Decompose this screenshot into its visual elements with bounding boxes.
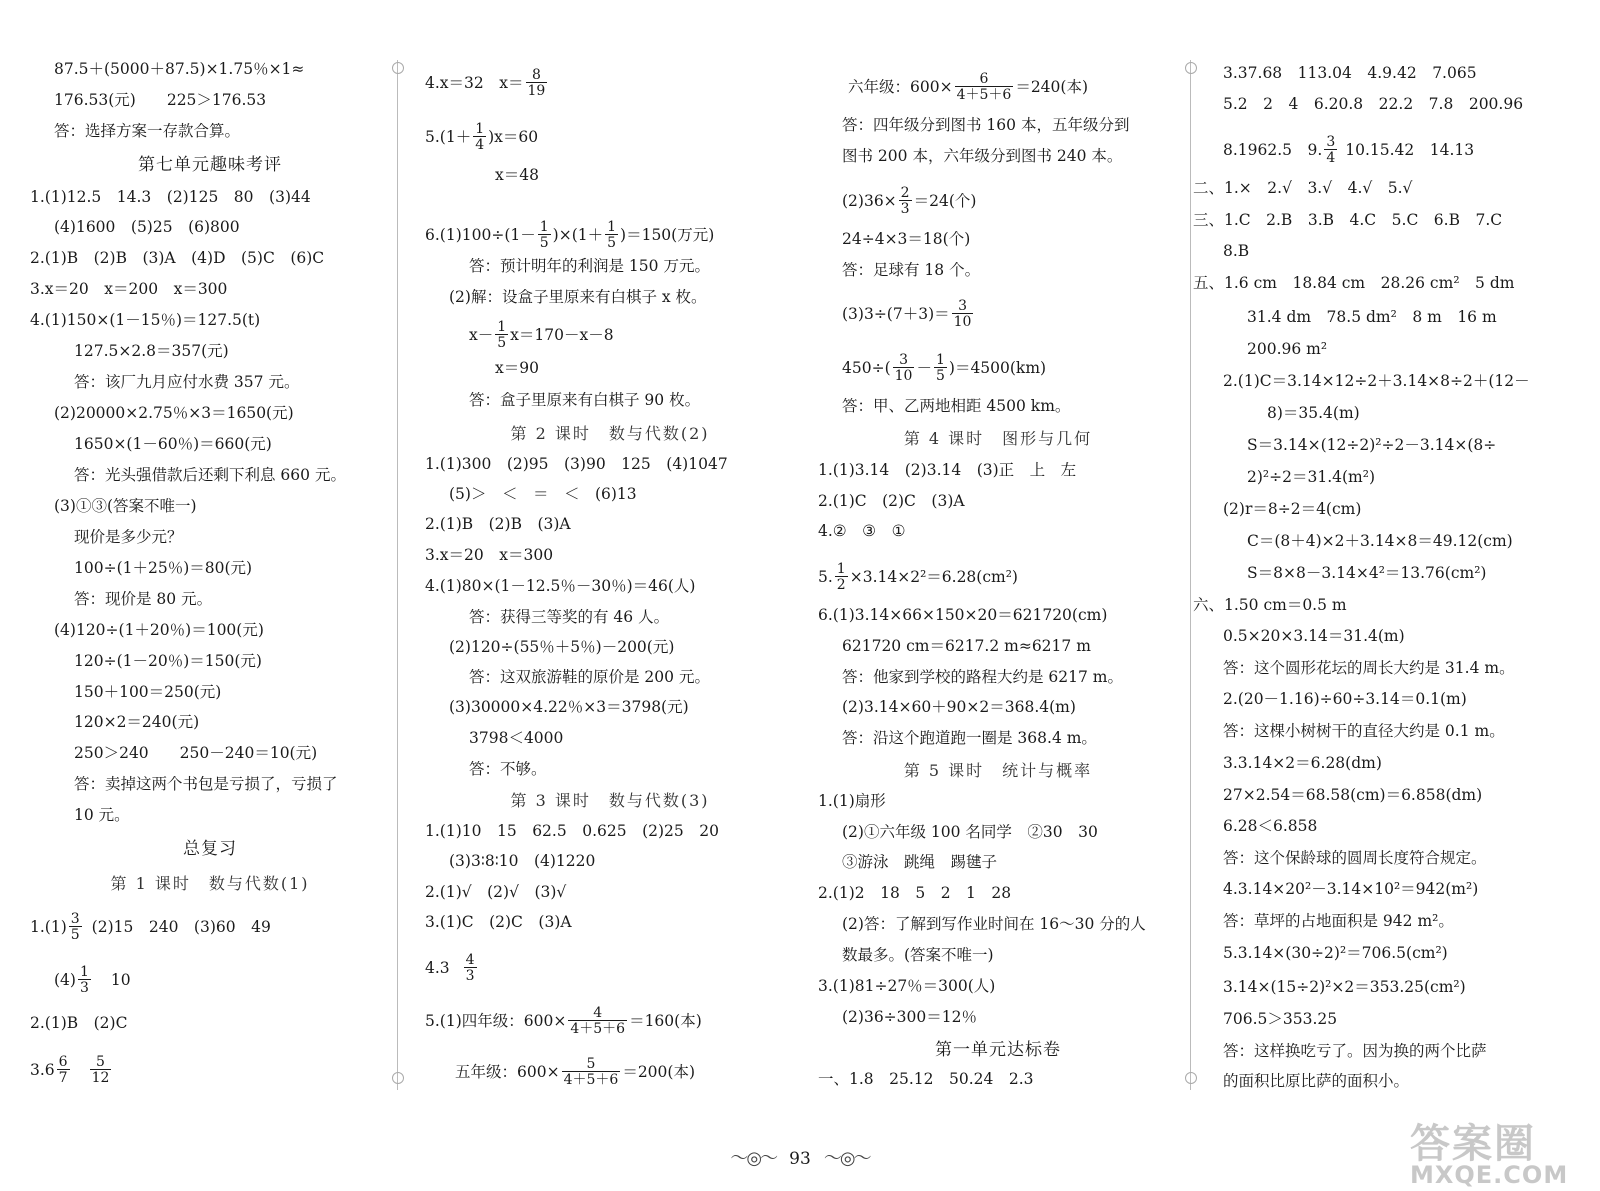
text-line: 图书 200 本，六年级分到图书 240 本。 [842, 147, 1123, 165]
numerator: 1 [539, 219, 549, 235]
text-line: 数最多。(答案不唯一) [842, 946, 994, 964]
text-line: 8.B [1223, 242, 1250, 260]
denominator: 7 [58, 1070, 68, 1086]
text-segment: (3)3÷(7＋3)＝ [842, 305, 950, 323]
denominator: 4＋5＋6 [570, 1021, 626, 1037]
fraction [473, 122, 486, 152]
fraction [1324, 135, 1337, 165]
column-divider-left [397, 60, 398, 1090]
denominator: 5 [607, 235, 617, 251]
fraction [568, 1006, 627, 1036]
text-segment: )x＝60 [488, 128, 539, 146]
numerator: 5 [586, 1056, 596, 1072]
text-line: 2.(1)√ (2)√ (3)√ [425, 883, 567, 901]
numerator: 6 [979, 71, 989, 87]
text-line: 答：卖掉这两个书包是亏损了，亏损了 [74, 775, 338, 793]
text-line: 3.(1)C (2)C (3)A [425, 913, 572, 931]
text-line: 答：足球有 18 个。 [842, 261, 981, 279]
text-segment: 3.6 [30, 1061, 55, 1079]
fraction [538, 220, 551, 250]
text-line: 答：现价是 80 元。 [74, 590, 213, 608]
text-line: x＝48 [495, 166, 539, 184]
text-line: 6.(1)3.14×66×150×20＝621720(cm) [818, 606, 1108, 624]
text-line: 的面积比原比萨的面积小。 [1223, 1072, 1410, 1090]
text-line: 3.(1)81÷27％＝300(人) [818, 977, 996, 995]
denominator: 19 [527, 83, 546, 99]
text-segment: x＝170－x－8 [510, 326, 614, 344]
fraction [90, 1055, 112, 1085]
text-line: 27×2.54＝68.58(cm)＝6.858(dm) [1223, 786, 1483, 804]
numerator: 1 [497, 319, 507, 335]
text-line: (2)20000×2.75％×3＝1650(元) [54, 404, 294, 422]
text-line: 250＞240 250－240＝10(元) [74, 744, 318, 762]
text-line: 4.3.14×20²－3.14×10²＝942(m²) [1223, 880, 1479, 898]
denominator: 3 [79, 980, 89, 996]
text-line: (2)解：设盒子里原来有白棋子 x 枚。 [449, 288, 707, 306]
text-line: 答：选择方案一存款合算。 [54, 122, 241, 140]
text-line: 答：甲、乙两地相距 4500 km。 [842, 397, 1071, 415]
fraction [526, 68, 548, 98]
text-line: 1650×(1－60％)＝660(元) [74, 435, 272, 453]
denominator: 2 [836, 577, 846, 593]
numerator: 3 [70, 911, 80, 927]
text-line: (3)3∶8∶10 (4)1220 [449, 852, 596, 870]
denominator: 5 [497, 335, 507, 351]
text-line: 10 元。 [74, 806, 130, 824]
text-line: 答：预计明年的利润是 150 万元。 [469, 257, 710, 275]
text-line: (2)36÷300＝12％ [842, 1008, 977, 1026]
divider-ornament [392, 1072, 404, 1084]
text-line: 5.3.14×(30÷2)²＝706.5(cm²) [1223, 944, 1448, 962]
text-line: 1.(1)扇形 [818, 792, 886, 810]
text-line [1223, 135, 1474, 165]
wave-ornament-left: 〜◎〜 [730, 1148, 777, 1169]
denominator: 3 [465, 968, 475, 984]
text-line: 答：该厂九月应付水费 357 元。 [74, 373, 300, 391]
text-line: (4)120÷(1＋20％)＝100(元) [54, 621, 264, 639]
text-line [30, 965, 131, 995]
text-line: 答：这样换吃亏了。因为换的两个比萨 [1223, 1042, 1487, 1060]
text-line: 2.(1)C＝3.14×12÷2＋3.14×8÷2＋(12－ [1223, 372, 1530, 390]
page-number: 93 [789, 1149, 811, 1169]
text-segment: x－ [469, 326, 494, 344]
denominator: 4 [475, 137, 485, 153]
text-line [425, 953, 479, 983]
text-line: (2)3.14×60＋90×2＝368.4(m) [842, 698, 1076, 716]
text-line: 答：这个保龄球的圆周长度符合规定。 [1223, 849, 1487, 867]
text-line: S＝3.14×(12÷2)²÷2－3.14×(8÷ [1247, 436, 1497, 454]
text-line: 2.(1)C (2)C (3)A [818, 492, 965, 510]
text-segment: 10 [110, 971, 131, 989]
watermark-url: MXQE.COM [1410, 1161, 1569, 1189]
denominator: 10 [894, 368, 913, 384]
text-line [425, 320, 614, 350]
text-line: (3)30000×4.22％×3＝3798(元) [449, 698, 689, 716]
numerator: 4 [593, 1005, 603, 1021]
text-line: (3)①③(答案不唯一) [54, 497, 197, 515]
text-segment: 4.x＝32 x＝ [425, 74, 524, 92]
text-line: 五、1.6 cm 18.84 cm 28.26 cm² 5 dm [1193, 274, 1515, 292]
text-line: 3.3.14×2＝6.28(dm) [1223, 754, 1382, 772]
text-segment: 六年级：600× [848, 78, 953, 96]
numerator: 1 [836, 561, 846, 577]
denominator: 4 [1326, 150, 1336, 166]
fraction [835, 562, 848, 592]
denominator: 10 [953, 314, 972, 330]
text-line: 一、1.8 25.12 50.24 2.3 [818, 1070, 1034, 1088]
text-segment: 6.(1)100÷(1－ [425, 226, 536, 244]
text-line: 现价是多少元？ [74, 528, 183, 546]
fraction [952, 299, 974, 329]
text-line [425, 220, 714, 250]
text-line: 2.(1)B (2)B (3)A [425, 515, 571, 533]
text-line: 1.(1)12.5 14.3 (2)125 80 (3)44 [30, 188, 311, 206]
fraction [605, 220, 618, 250]
fraction [464, 953, 477, 983]
watermark-text: 答案圈 [1410, 1121, 1536, 1167]
lesson-heading: 第 2 课时 数与代数(2) [510, 424, 710, 443]
numerator: 3 [1326, 134, 1336, 150]
text-line: 31.4 dm 78.5 dm² 8 m 16 m [1247, 308, 1497, 326]
text-line: 120×2＝240(元) [74, 713, 200, 731]
text-line [818, 186, 976, 216]
text-line: 127.5×2.8＝357(元) [74, 342, 229, 360]
text-segment: ×3.14×2²＝6.28(cm²) [849, 568, 1018, 586]
text-segment: ＝24(个) [913, 192, 977, 210]
divider-ornament [1185, 62, 1197, 74]
text-line: 176.53(元) 225＞176.53 [54, 91, 267, 109]
text-line: 24÷4×3＝18(个) [842, 230, 971, 248]
text-line: (2)120÷(55％＋5％)－200(元) [449, 638, 675, 656]
text-line: 3.37.68 113.04 4.9.42 7.065 [1223, 64, 1477, 82]
fraction [934, 353, 947, 383]
text-line: (4)1600 (5)25 (6)800 [54, 218, 240, 236]
text-line [818, 562, 1018, 592]
text-line: 答：光头强借款后还剩下利息 660 元。 [74, 466, 346, 484]
numerator: 1 [935, 352, 945, 368]
text-line: 100÷(1＋25％)＝80(元) [74, 559, 253, 577]
lesson-heading: 第 1 课时 数与代数(1) [110, 874, 310, 893]
section-heading: 第七单元趣味考评 [138, 155, 282, 175]
text-line: 答：沿这个跑道跑一圈是 368.4 m。 [842, 729, 1097, 747]
denominator: 4＋5＋6 [956, 87, 1012, 103]
denominator: 3 [900, 201, 910, 217]
fraction [57, 1055, 70, 1085]
text-line: 答：四年级分到图书 160 本，五年级分到 [842, 116, 1130, 134]
text-line: 答：不够。 [469, 760, 547, 778]
section-heading: 总复习 [183, 839, 237, 859]
text-segment: ＝240(本) [1015, 78, 1088, 96]
text-line: C＝(8＋4)×2＋3.14×8＝49.12(cm) [1247, 532, 1513, 550]
text-line: x＝90 [495, 359, 539, 377]
text-line: 706.5＞353.25 [1223, 1010, 1338, 1028]
numerator: 1 [607, 219, 617, 235]
text-segment: ＝160(本) [629, 1012, 702, 1030]
numerator: 1 [475, 121, 485, 137]
lesson-heading: 第 3 课时 数与代数(3) [510, 791, 710, 810]
text-line: 1.(1)300 (2)95 (3)90 125 (4)1047 [425, 455, 728, 473]
text-line: 87.5＋(5000＋87.5)×1.75％×1≈ [54, 60, 305, 78]
numerator: 3 [899, 352, 908, 368]
denominator: 5 [935, 368, 945, 384]
text-segment: ＝200(本) [622, 1063, 695, 1081]
numerator: 3 [958, 298, 967, 314]
text-line: (5)＞ ＜ ＝ ＜ (6)13 [449, 485, 637, 503]
text-line: 2)²÷2＝31.4(m²) [1247, 468, 1375, 486]
divider-ornament [1185, 1072, 1197, 1084]
text-line [30, 1055, 113, 1085]
numerator: 2 [900, 185, 910, 201]
text-line: 3.x＝20 x＝300 [425, 546, 554, 564]
text-line: ③游泳 跳绳 踢毽子 [842, 853, 998, 871]
text-segment: )×(1＋ [552, 226, 604, 244]
text-segment: (4) [54, 971, 76, 989]
denominator: 5 [70, 927, 80, 943]
text-segment: 5.(1＋ [425, 128, 472, 146]
text-segment: )＝4500(km) [948, 359, 1047, 377]
text-line: 3.x＝20 x＝200 x＝300 [30, 280, 228, 298]
fraction [495, 320, 508, 350]
text-line [425, 1006, 702, 1036]
text-segment: 五年级：600× [455, 1063, 560, 1081]
fraction [69, 912, 82, 942]
text-segment: 450÷( [842, 359, 891, 377]
text-line: 三、1.C 2.B 3.B 4.C 5.C 6.B 7.C [1193, 211, 1503, 229]
text-line [818, 72, 1088, 102]
text-line: 2.(20－1.16)÷60÷3.14＝0.1(m) [1223, 690, 1467, 708]
numerator: 8 [531, 67, 541, 83]
text-line: 2.(1)B (2)C [30, 1014, 128, 1032]
text-segment: 5.(1)四年级：600× [425, 1012, 567, 1030]
numerator: 6 [58, 1054, 68, 1070]
text-line: 3.14×(15÷2)²×2＝353.25(cm²) [1223, 978, 1466, 996]
text-line [818, 353, 1046, 383]
text-line: 8)＝35.4(m) [1267, 404, 1360, 422]
watermark-logo [1410, 1112, 1585, 1189]
text-line: (2)答：了解到写作业时间在 16～30 分的人 [842, 915, 1146, 933]
denominator: 5 [539, 235, 549, 251]
text-segment: － [916, 359, 932, 377]
text-segment: 5. [818, 568, 833, 586]
text-segment: (2)15 240 (3)60 49 [91, 918, 271, 936]
text-line: 答：盒子里原来有白棋子 90 枚。 [469, 391, 701, 409]
text-line: 答：获得三等奖的有 46 人。 [469, 608, 670, 626]
text-line: (2)①六年级 100 名同学 ②30 30 [842, 823, 1098, 841]
text-line: 150＋100＝250(元) [74, 683, 222, 701]
text-line: 二、1.× 2.√ 3.√ 4.√ 5.√ [1193, 179, 1413, 197]
denominator: 12 [91, 1070, 110, 1086]
numerator: 5 [96, 1054, 105, 1070]
text-line: 0.5×20×3.14＝31.4(m) [1223, 627, 1405, 645]
text-line: 2.(1)B (2)B (3)A (4)D (5)C (6)C [30, 249, 325, 267]
text-line: 4.② ③ ① [818, 522, 906, 540]
page-number-footer [0, 1144, 1600, 1170]
text-line: S＝8×8－3.14×4²＝13.76(cm²) [1247, 564, 1487, 582]
numerator: 4 [465, 952, 475, 968]
lesson-heading: 第 5 课时 统计与概率 [903, 761, 1093, 780]
text-line: 3798＜4000 [469, 729, 564, 747]
divider-ornament [392, 62, 404, 74]
text-line: 答：这双旅游鞋的原价是 200 元。 [469, 668, 710, 686]
text-line: 1.(1)10 15 62.5 0.625 (2)25 20 [425, 822, 719, 840]
text-line: 4.(1)80×(1－12.5％－30％)＝46(人) [425, 577, 696, 595]
wave-ornament-right: 〜◎〜 [823, 1148, 870, 1169]
fraction [899, 186, 912, 216]
text-line [425, 68, 549, 98]
text-line: 答：这个圆形花坛的周长大约是 31.4 m。 [1223, 659, 1515, 677]
denominator: 4＋5＋6 [563, 1072, 619, 1088]
text-line: 1.(1)3.14 (2)3.14 (3)正 上 左 [818, 461, 1077, 479]
text-line: 6.28＜6.858 [1223, 817, 1318, 835]
text-line: 200.96 m² [1247, 340, 1328, 358]
text-line [818, 299, 975, 329]
column-divider-right [1190, 60, 1191, 1090]
section-heading: 第一单元达标卷 [935, 1040, 1061, 1060]
text-segment: 4.3 [425, 959, 450, 977]
text-line: 4.(1)150×(1－15％)＝127.5(t) [30, 311, 261, 329]
text-line [30, 912, 271, 942]
lesson-heading: 第 4 课时 图形与几何 [903, 429, 1093, 448]
text-line [425, 1057, 695, 1087]
fraction [78, 965, 91, 995]
text-segment: 10.15.42 14.13 [1345, 141, 1475, 159]
text-line: (2)r＝8÷2＝4(cm) [1223, 500, 1362, 518]
text-line: 答：这棵小树树干的直径大约是 0.1 m。 [1223, 722, 1505, 740]
text-segment: 1.(1) [30, 918, 67, 936]
text-line: 2.(1)2 18 5 2 1 28 [818, 884, 1012, 902]
text-line: 答：草坪的占地面积是 942 m²。 [1223, 912, 1454, 930]
fraction [562, 1057, 621, 1087]
text-segment: (2)36× [842, 192, 897, 210]
text-line [425, 122, 538, 152]
text-line: 答：他家到学校的路程大约是 6217 m。 [842, 668, 1123, 686]
text-line: 5.2 2 4 6.20.8 22.2 7.8 200.96 [1223, 95, 1524, 113]
text-line: 621720 cm＝6217.2 m≈6217 m [842, 637, 1091, 655]
text-segment: )＝150(万元) [620, 226, 715, 244]
fraction [893, 353, 915, 383]
numerator: 1 [79, 964, 89, 980]
text-segment: 8.1962.5 9. [1223, 141, 1323, 159]
fraction [955, 72, 1014, 102]
text-line: 120÷(1－20％)＝150(元) [74, 652, 262, 670]
text-line: 六、1.50 cm＝0.5 m [1193, 596, 1347, 614]
